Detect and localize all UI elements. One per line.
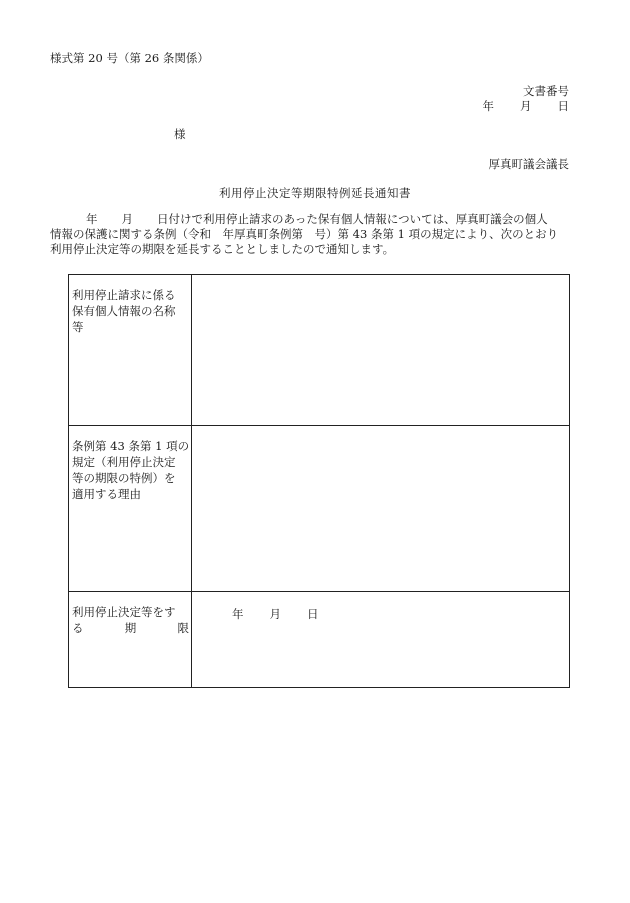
reason-label-cell bbox=[69, 426, 192, 592]
addressee-suffix: 様 bbox=[174, 127, 186, 141]
deadline-month: 月 bbox=[269, 607, 281, 621]
deadline-label-cell bbox=[69, 592, 192, 688]
reason-value-cell[interactable] bbox=[192, 426, 570, 592]
record-name-value-cell[interactable] bbox=[192, 275, 570, 426]
notice-body-line-3: 利用停止決定等の期限を延長することとしましたので通知します。 bbox=[50, 242, 395, 256]
record-name-label-line: 保有個人情報の名称 bbox=[72, 304, 176, 318]
notice-body-line-1 bbox=[50, 212, 582, 227]
issue-date-month: 月 bbox=[520, 99, 532, 113]
deadline-year: 年 bbox=[232, 607, 244, 621]
sender-name: 厚真町議会議長 bbox=[488, 157, 569, 171]
record-name-label-line: 等 bbox=[72, 320, 84, 334]
body-line-1-text: 日付けで利用停止請求のあった保有個人情報については、厚真町議会の個人 bbox=[157, 212, 548, 226]
deadline-label-char: 期 bbox=[124, 621, 137, 635]
issue-date bbox=[483, 98, 570, 114]
issue-date-year: 年 bbox=[482, 99, 494, 113]
record-name-label-cell bbox=[69, 275, 192, 426]
deadline-day: 日 bbox=[307, 607, 319, 621]
reason-label-line: 適用する理由 bbox=[72, 487, 141, 501]
deadline-label-char: 限 bbox=[177, 621, 189, 635]
record-name-label-line: 利用停止請求に係る bbox=[72, 288, 176, 302]
reason-label-line: 条例第 43 条第 1 項の bbox=[72, 439, 190, 453]
notice-body bbox=[50, 212, 582, 257]
table-row-deadline bbox=[69, 592, 570, 688]
table-row-reason bbox=[69, 426, 570, 592]
table-row-record-name bbox=[69, 275, 570, 426]
reason-label-line: 等の期限の特例）を bbox=[72, 471, 176, 485]
deadline-date bbox=[192, 592, 569, 622]
form-number: 様式第 20 号（第 26 条関係） bbox=[50, 51, 209, 65]
deadline-label-line-2 bbox=[72, 620, 189, 636]
document-number-label: 文書番号 bbox=[523, 84, 569, 98]
notice-body-line-2: 情報の保護に関する条例（令和 年厚真町条例第 号）第 43 条第 1 項の規定により、次のとおり bbox=[50, 227, 559, 241]
deadline-label-char: る bbox=[72, 621, 84, 635]
deadline-value-cell[interactable] bbox=[192, 592, 570, 688]
deadline-label-line-1: 利用停止決定等をす bbox=[72, 605, 176, 619]
details-table bbox=[68, 274, 570, 688]
issue-date-day: 日 bbox=[557, 99, 569, 113]
body-month: 月 bbox=[121, 212, 133, 226]
body-year: 年 bbox=[86, 212, 98, 226]
document-title: 利用停止決定等期限特例延長通知書 bbox=[219, 186, 411, 200]
reason-label-line: 規定（利用停止決定 bbox=[72, 455, 176, 469]
